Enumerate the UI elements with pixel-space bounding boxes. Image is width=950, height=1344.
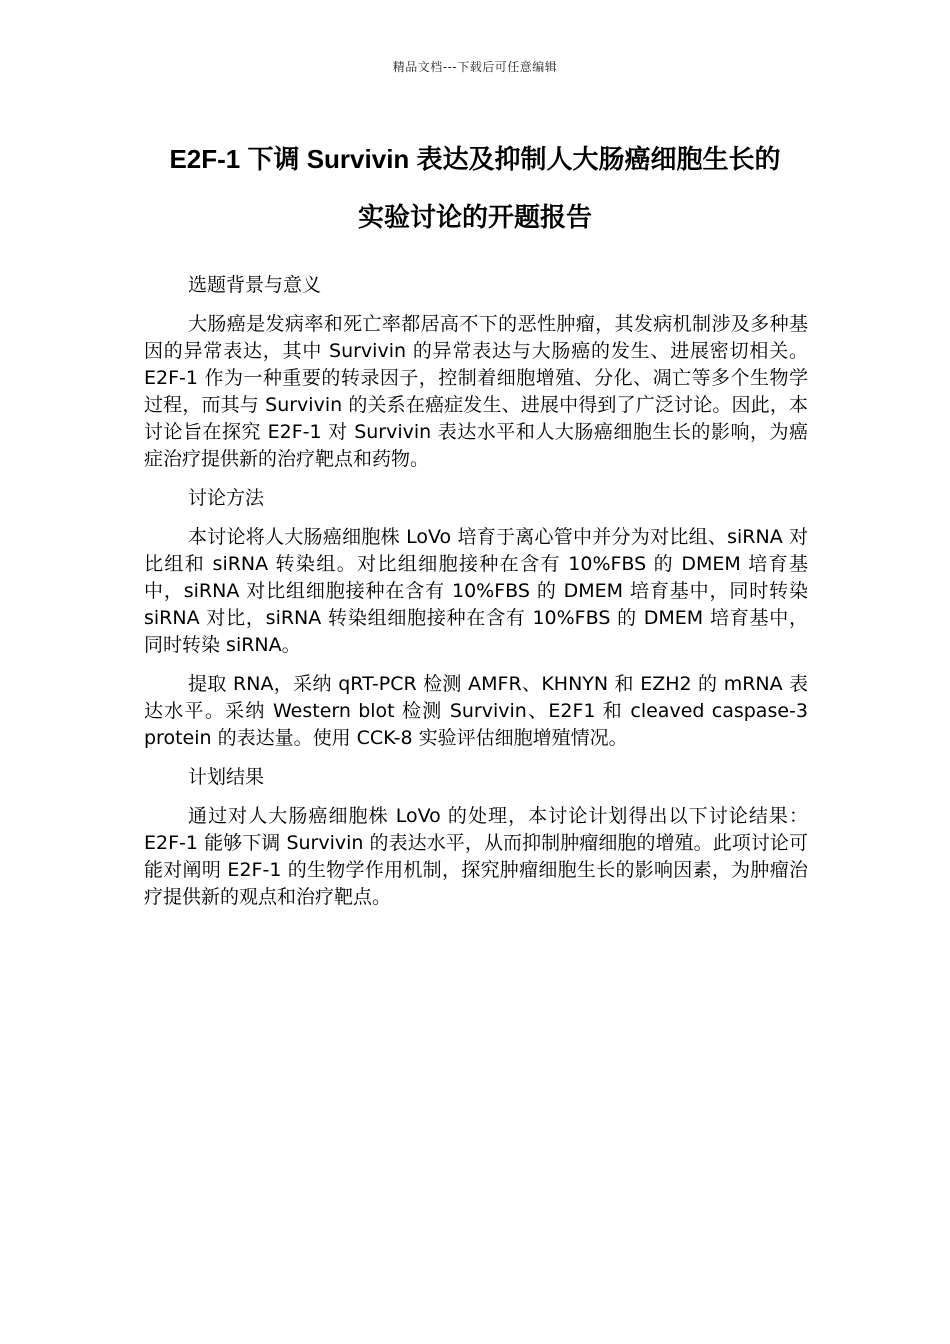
section-heading-expected-results: 计划结果: [188, 766, 265, 788]
header-note: 精品文档---下载后可任意编辑: [392, 60, 558, 74]
paragraph-methods-2: 提取 RNA，采纳 qRT-PCR 检测 AMFR、KHNYN 和 EZH2 的 mRNA 表达水平。采纳 Western blot 检测 Survivin、E2F1 和 cleaved caspase-3 protein 的表达量。使用 CCK-8 实验评估细胞增殖情况。: [144, 673, 808, 749]
paragraph-background: 大肠癌是发病率和死亡率都居高不下的恶性肿瘤，其发病机制涉及多种基因的异常表达，其中 Survivin 的异常表达与大肠癌的发生、进展密切相关。E2F-1 作为一种重要的转录因子，控制着细胞增殖、分化、凋亡等多个生物学过程，而其与 Survivin 的关系在癌症发生、进展中得到了广泛讨论。因此，本讨论旨在探究 E2F-1 对 Survivin 表达水平和人大肠癌细胞生长的影响，为癌症治疗提供新的治疗靶点和药物。: [144, 313, 808, 470]
paragraph-expected-results: 通过对人大肠癌细胞株 LoVo 的处理，本讨论计划得出以下讨论结果：E2F-1 能够下调 Survivin 的表达水平，从而抑制肿瘤细胞的增殖。此项讨论可能对阐明 E2F-1 的生物学作用机制，探究肿瘤细胞生长的影响因素，为肿瘤治疗提供新的观点和治疗靶点。: [144, 805, 808, 908]
title-line-2: 实验讨论的开题报告: [357, 202, 592, 232]
section-heading-methods: 讨论方法: [188, 487, 265, 509]
title-line-1: E2F-1 下调 Survivin 表达及抑制人大肠癌细胞生长的: [169, 144, 781, 174]
paragraph-methods-1: 本讨论将人大肠癌细胞株 LoVo 培育于离心管中并分为对比组、siRNA 对比组和 siRNA 转染组。对比组细胞接种在含有 10%FBS 的 DMEM 培育基中，siRNA 对比组细胞接种在含有 10%FBS 的 DMEM 培育基中，同时转染 siRNA 对比，siRNA 转染组细胞接种在含有 10%FBS 的 DMEM 培育基中，同时转染 siRNA。: [144, 526, 808, 656]
section-heading-background: 选题背景与意义: [188, 274, 322, 296]
document-body: [144, 272, 808, 923]
document-title: [100, 130, 850, 246]
